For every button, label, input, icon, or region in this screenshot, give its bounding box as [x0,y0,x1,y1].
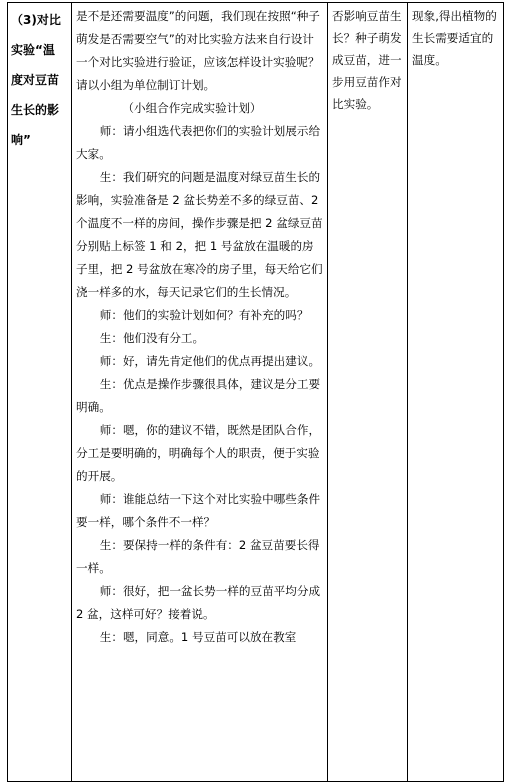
dialogue-line: 师：谁能总结一下这个对比实验中哪些条件要一样，哪个条件不一样？ [76,492,321,529]
section-heading-line: 度对豆苗 [11,73,60,87]
student-activity-text: 否影响豆苗生长？种子萌发成豆苗，进一步用豆苗作对比实验。 [332,9,402,111]
design-intent-cell [408,3,504,782]
dialogue-line: 师：他们的实验计划如何？有补充的吗？ [99,308,309,322]
dialogue-line: 生：我们研究的问题是温度对绿豆苗生长的影响，实验准备是 2 盆长势差不多的绿豆苗、2 个温度不一样的房间，操作步骤是把 2 盆绿豆苗分别贴上标签 1 和 2，把 1 号盆放在温暖的房子里，把 2 号盆放在寒冷的房子里，每天给它们浇一样多的水，每天记录它们的生长情况。 [76,170,323,299]
section-heading-line: 实验“温 [11,43,55,57]
section-heading-line: （3)对比 [11,13,61,27]
section-heading-line: 生长的影 [11,103,60,117]
section-heading-cell [8,3,72,782]
dialogue-line: 师：很好，把一盆长势一样的豆苗平均分成 2 盆，这样可好？接着说。 [76,584,321,621]
dialogue-line: 生：他们没有分工。 [99,331,205,345]
section-heading-line: 响” [11,133,31,147]
dialogue-line: 生：优点是操作步骤很具体，建议是分工要明确。 [76,377,321,414]
lesson-table [7,2,504,782]
dialogue-line: 生：要保持一样的条件有：2 盆豆苗要长得一样。 [76,538,320,575]
intro-paragraph: 是不是还需要温度”的问题，我们现在按照“种子萌发是否需要空气”的对比实验方法来自行设计一个对比实验进行验证，应该怎样设计实验呢？请以小组为单位制订计划。 [76,9,320,92]
dialogue-line: 师：请小组选代表把你们的实验计划展示给大家。 [76,124,321,161]
activity-note: （小组合作完成实验计划） [122,101,262,115]
design-intent-text: 现象,得出植物的生长需要适宜的温度。 [412,9,497,67]
teaching-process-cell [72,3,328,782]
dialogue-line: 师：好，请先肯定他们的优点再提出建议。 [99,354,321,368]
dialogue-line: 师：嗯，你的建议不错，既然是团队合作，分工是要明确的，明确每个人的职责，便于实验的开展。 [76,423,321,483]
table-row [8,3,504,782]
student-activity-cell [328,3,408,782]
dialogue-line: 生：嗯，同意。1 号豆苗可以放在教室 [99,630,297,644]
